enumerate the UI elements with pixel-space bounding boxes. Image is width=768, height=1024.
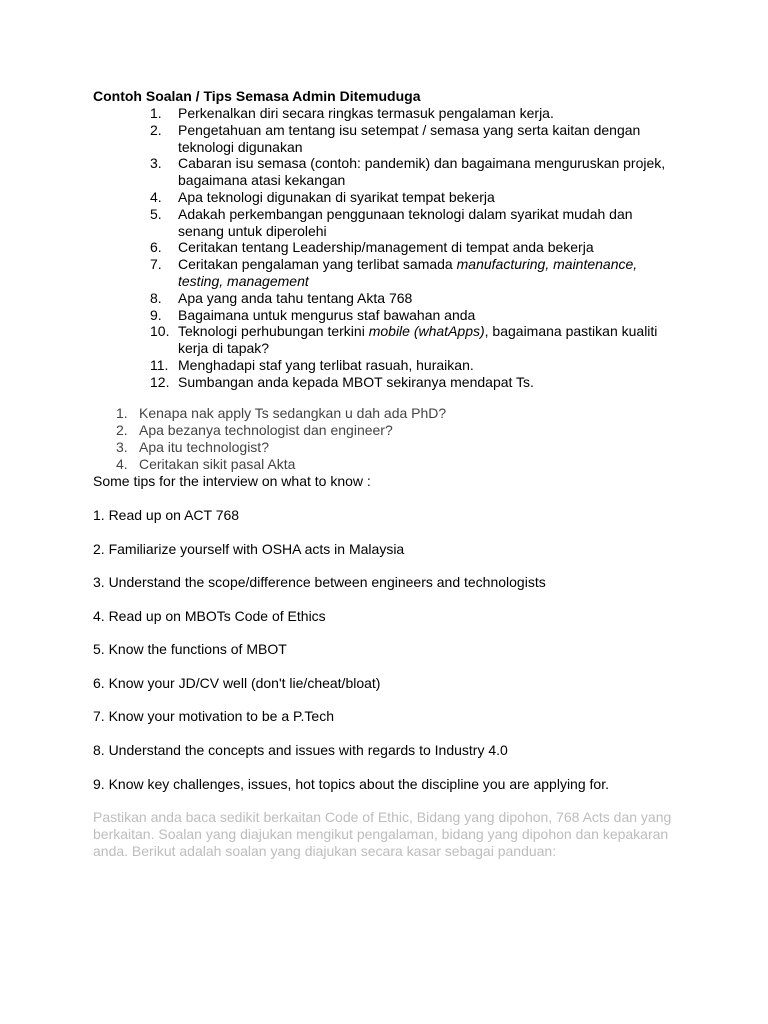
question-number: 1. xyxy=(150,105,162,121)
tip-item: 1. Read up on ACT 768 xyxy=(93,507,240,523)
extra-question-number: 3. xyxy=(116,439,128,455)
question-item xyxy=(0,239,768,256)
question-number: 12. xyxy=(150,373,170,390)
question-text-plain: Teknologi perhubungan terkini xyxy=(178,323,369,340)
extra-question-text: Apa itu technologist? xyxy=(139,439,269,455)
question-item xyxy=(0,256,768,290)
question-number: 4. xyxy=(150,188,162,205)
extra-question-item xyxy=(0,422,768,439)
question-item xyxy=(0,122,768,156)
question-item xyxy=(0,206,768,240)
tip-item: 7. Know your motivation to be a P.Tech xyxy=(93,708,334,724)
question-number: 2. xyxy=(150,121,162,138)
tips-intro: Some tips for the interview on what to know : xyxy=(93,473,371,489)
tip-item: 2. Familiarize yourself with OSHA acts in Malaysia xyxy=(93,541,405,557)
question-item xyxy=(0,357,768,374)
extra-question-text: Ceritakan sikit pasal Akta xyxy=(139,456,296,472)
tip-item: 5. Know the functions of MBOT xyxy=(93,641,287,657)
question-item xyxy=(0,374,768,391)
tip-item: 6. Know your JD/CV well (don't lie/cheat/bloat) xyxy=(93,675,381,691)
document-title: Contoh Soalan / Tips Semasa Admin Ditemuduga xyxy=(93,88,421,104)
question-number: 5. xyxy=(150,205,162,222)
question-text: Cabaran isu semasa (contoh: pandemik) dan bagaimana menguruskan projek, bagaimana atasi kekangan xyxy=(178,155,666,189)
question-text: Adakah perkembangan penggunaan teknologi dalam syarikat mudah dan senang untuk diperolehi xyxy=(178,205,633,239)
question-number: 11. xyxy=(150,356,169,373)
question-item xyxy=(0,105,768,122)
question-text-plain: Ceritakan pengalaman yang terlibat samada xyxy=(178,256,457,273)
question-text: Bagaimana untuk mengurus staf bawahan anda xyxy=(178,306,476,323)
extra-question-text: Apa bezanya technologist dan engineer? xyxy=(139,422,393,438)
question-item xyxy=(0,189,768,206)
question-item xyxy=(0,290,768,307)
question-text: Pengetahuan am tentang isu setempat / semasa yang serta kaitan dengan teknologi digunakan xyxy=(178,121,641,155)
question-text-italic: manufacturing, maintenance, testing, management xyxy=(178,256,638,289)
question-item xyxy=(0,323,768,357)
question-number: 9. xyxy=(150,306,162,323)
extra-question-item xyxy=(0,405,768,422)
question-number: 7. xyxy=(150,256,162,273)
question-text: Ceritakan tentang Leadership/management di tempat anda bekerja xyxy=(178,239,594,256)
question-list xyxy=(0,105,768,391)
question-text: Perkenalkan diri secara ringkas termasuk pengalaman kerja. xyxy=(178,105,554,121)
extra-question-number: 1. xyxy=(116,405,128,421)
extra-question-item xyxy=(0,439,768,456)
tip-item: 4. Read up on MBOTs Code of Ethics xyxy=(93,608,326,624)
tip-item: 3. Understand the scope/difference between engineers and technologists xyxy=(93,574,546,590)
question-text-italic: mobile (whatApps) xyxy=(368,323,485,340)
extra-question-list xyxy=(0,405,768,473)
question-number: 10. xyxy=(150,323,170,340)
question-number: 3. xyxy=(150,155,162,172)
extra-question-number: 4. xyxy=(116,456,128,472)
extra-question-text: Kenapa nak apply Ts sedangkan u dah ada PhD? xyxy=(139,405,447,421)
question-text: Sumbangan anda kepada MBOT sekiranya mendapat Ts. xyxy=(178,373,534,390)
question-text xyxy=(178,323,657,356)
question-text: Apa yang anda tahu tentang Akta 768 xyxy=(178,289,413,306)
question-text: Menghadapi staf yang terlibat rasuah, huraikan. xyxy=(178,356,474,373)
extra-question-number: 2. xyxy=(116,422,128,438)
question-text: Apa teknologi digunakan di syarikat tempat bekerja xyxy=(178,188,495,205)
question-text-plain: , bagaimana pastikan kualiti kerja di tapak? xyxy=(178,323,658,357)
question-text xyxy=(178,256,637,289)
extra-question-item xyxy=(0,456,768,473)
question-number: 8. xyxy=(150,289,162,306)
guidance-note: Pastikan anda baca sedikit berkaitan Code of Ethic, Bidang yang dipohon, 768 Acts dan yang berkaitan. Soalan yang diajukan mengikut pengalaman, bidang yang dipohon dan kepakaran anda. Berikut adalah soalan yang diajukan secara kasar sebagai panduan: xyxy=(93,809,672,859)
tip-item: 8. Understand the concepts and issues with regards to Industry 4.0 xyxy=(93,742,508,758)
question-item xyxy=(0,155,768,189)
tip-item: 9. Know key challenges, issues, hot topics about the discipline you are applying for. xyxy=(93,776,609,792)
question-item xyxy=(0,307,768,324)
question-number: 6. xyxy=(150,239,162,256)
